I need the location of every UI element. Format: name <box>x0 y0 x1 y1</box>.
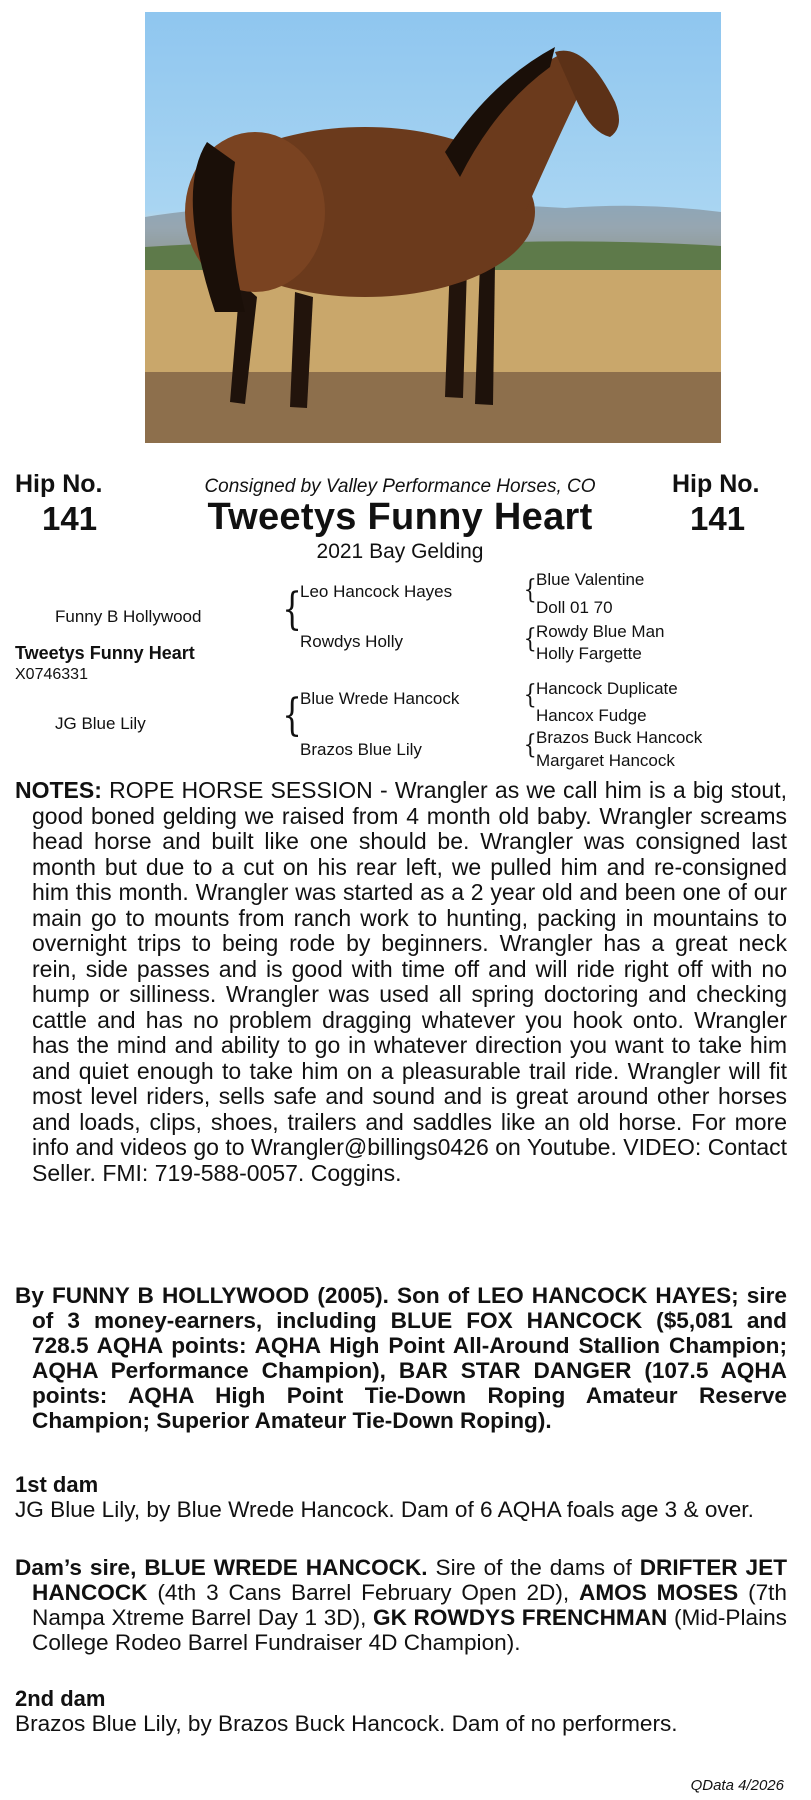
pedigree-sire: Funny B Hollywood <box>55 607 202 626</box>
brace-ds: { <box>523 680 537 710</box>
pedigree-ds-sire: Hancock Duplicate <box>536 679 678 698</box>
brace-ss: { <box>523 575 537 605</box>
notes-label: NOTES: <box>15 777 102 803</box>
registration-number: X0746331 <box>15 666 88 683</box>
brace-dd: { <box>523 730 537 760</box>
first-dam-section <box>15 1497 787 1522</box>
sire-text: By FUNNY B HOLLYWOOD (2005). Son of LEO HANCOCK HAYES; sire of 3 money-earners, including BLUE FOX HANCOCK ($5,081 and 728.5 AQHA points: AQHA High Point All-Around Stallion Champion; AQHA Performance Champion), BAR STAR DANGER (107.5 AQHA points: AQHA High Point Tie-Down Roping Amateur Reserve Champion; Superior Amateur Tie-Down Roping). <box>15 1283 787 1434</box>
sire-section <box>15 1283 787 1433</box>
hip-label-left: Hip No. <box>15 470 103 498</box>
dams-sire-label: Dam’s sire, BLUE WREDE HANCOCK. <box>15 1555 428 1580</box>
brace-sire: { <box>282 584 302 635</box>
pedigree-sire-sire: Leo Hancock Hayes <box>300 582 453 601</box>
pedigree-dam: JG Blue Lily <box>55 714 146 733</box>
pedigree-ss-sire: Blue Valentine <box>536 570 645 589</box>
pedigree-sire-dam: Rowdys Holly <box>300 632 403 651</box>
pedigree-dd-dam: Margaret Hancock <box>536 751 675 770</box>
dams-sire-text-4: (Mid-Plains College Rodeo Barrel Fundraiser 4D Champion). <box>32 1605 787 1656</box>
pedigree-ds-dam: Hancox Fudge <box>536 706 647 725</box>
consignor-line: Consigned by Valley Performance Horses, CO <box>204 476 596 497</box>
pedigree-subject: Tweetys Funny Heart <box>15 643 195 663</box>
pedigree-sd-sire: Rowdy Blue Man <box>536 622 665 641</box>
second-dam-heading: 2nd dam <box>15 1686 106 1711</box>
dams-sire-horse-3: GK ROWDYS FRENCHMAN <box>373 1605 668 1631</box>
hip-number-right: 141 <box>690 500 746 537</box>
pedigree-ss-dam: Doll 01 70 <box>536 598 613 617</box>
hip-label-right: Hip No. <box>672 470 760 498</box>
dams-sire-horse-2: AMOS MOSES <box>579 1580 739 1606</box>
dams-sire-text-1: Sire of the dams of <box>427 1555 640 1580</box>
dams-sire-section <box>15 1555 787 1655</box>
pedigree-dd-sire: Brazos Buck Hancock <box>536 728 703 747</box>
pedigree-dam-sire: Blue Wrede Hancock <box>300 689 460 708</box>
dams-sire-horse-1: DRIFTER JET HANCOCK <box>32 1555 787 1606</box>
pedigree-sd-dam: Holly Fargette <box>536 644 642 663</box>
notes-section <box>15 778 787 1186</box>
hip-number-left: 141 <box>42 500 98 537</box>
second-dam-text: Brazos Blue Lily, by Brazos Buck Hancock. Dam of no performers. <box>15 1711 678 1736</box>
dams-sire-text-2: (4th 3 Cans Barrel February Open 2D), <box>147 1580 580 1606</box>
first-dam-text: JG Blue Lily, by Blue Wrede Hancock. Dam of 6 AQHA foals age 3 & over. <box>15 1497 754 1522</box>
brace-dam: { <box>282 690 302 741</box>
notes-text: ROPE HORSE SESSION - Wrangler as we call him is a big stout, good boned gelding we raised from 4 month old baby. Wrangler screams head horse and built like one should be. Wrangler was consigned last month but due to a cut on his rear left, we pulled him and re-consigned him this month. Wrangler was started as a 2 year old and been one of our main go to mounts from ranch work to hunting, packing in mountains to overnight trips to being rode by beginners. Wrangler has a great neck rein, side passes and is good with time off and will ride right off with no hump or silliness. Wrangler was used all spring doctoring and checking cattle and has no problem dragging whatever you hook onto. Wrangler has the mind and ability to go in whatever direction you want to take him and quiet enough to take him on a pleasurable trail ride. Wrangler will fit most level riders, sells safe and sound and is great around other horses and loads, clips, shoes, trailers and saddles like an old horse. For more info and videos go to Wrangler@billings0426 on Youtube. VIDEO: Contact Seller. FMI: 719-588-0057. Coggins. <box>32 777 787 1186</box>
first-dam-heading: 1st dam <box>15 1472 99 1497</box>
horse-illustration <box>145 12 721 443</box>
qdata-footer: QData 4/2026 <box>690 1777 784 1794</box>
brace-sd: { <box>523 624 537 654</box>
horse-name: Tweetys Funny Heart <box>207 496 593 538</box>
horse-photo <box>145 12 721 443</box>
pedigree-dam-dam: Brazos Blue Lily <box>300 740 422 759</box>
second-dam-section <box>15 1711 787 1736</box>
dams-sire-text-3: (7th Nampa Xtreme Barrel Day 1 3D), <box>32 1580 787 1631</box>
horse-description: 2021 Bay Gelding <box>316 540 484 563</box>
